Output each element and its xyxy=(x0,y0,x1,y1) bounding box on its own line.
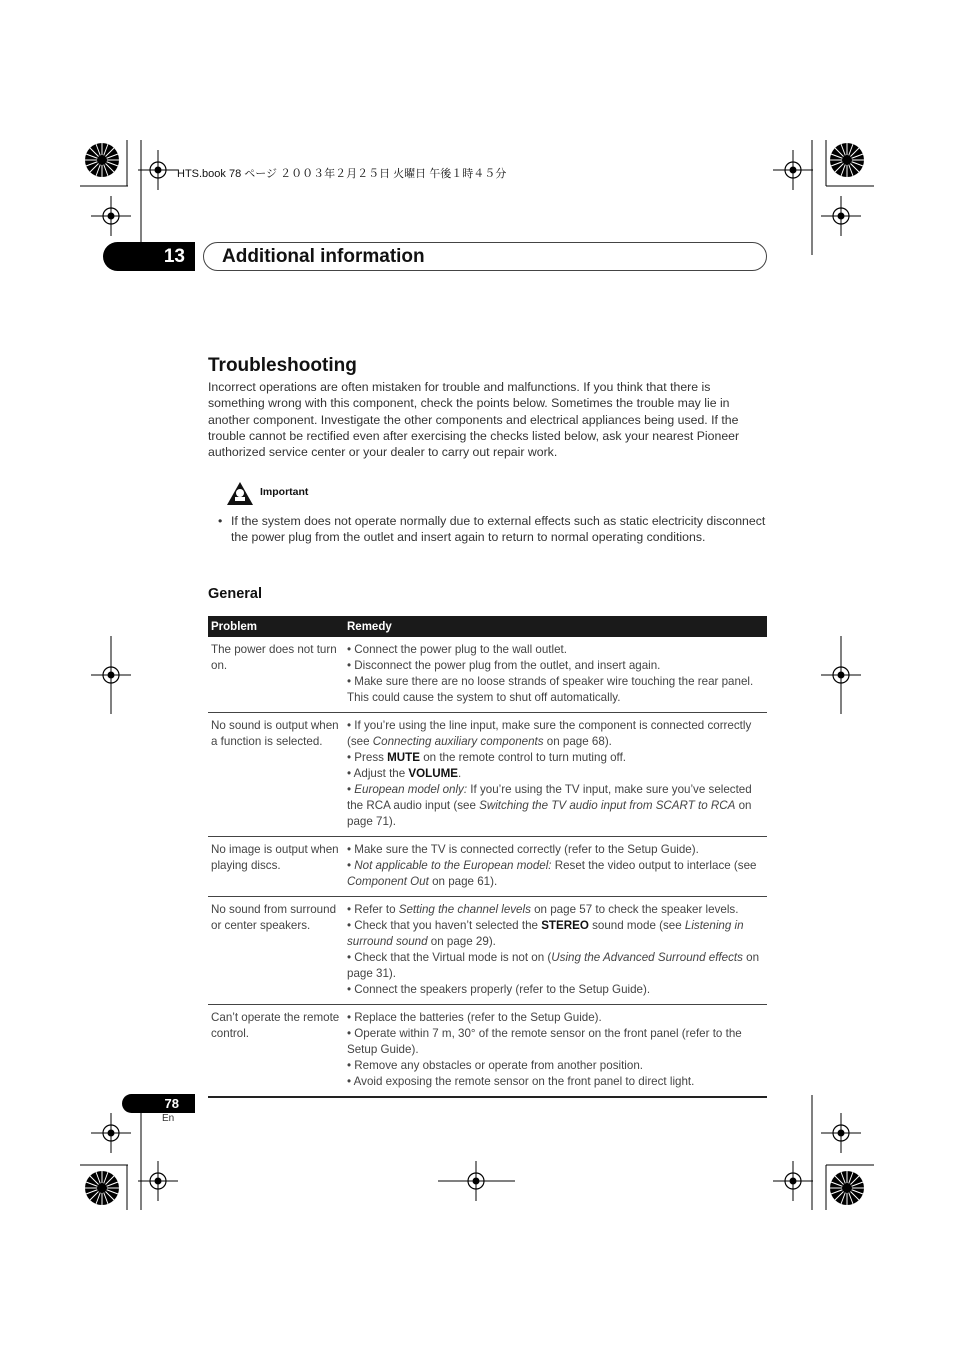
intro-paragraph: Incorrect operations are often mistaken for trouble and malfunctions. If you think that there is something wrong with this component, check the points below. Sometimes the trouble may lie in another component. Investigate the other components and electrical appliances being used. If the trouble cannot be rectified even after exercising the checks listed below, ask your nearest Pioneer authorized service center or your dealer to carry out repair work. xyxy=(208,380,740,460)
troubleshooting-table xyxy=(208,616,767,1098)
remedy-line xyxy=(347,858,764,890)
table-row xyxy=(208,713,767,837)
chapter-title: Additional information xyxy=(222,246,425,267)
problem-cell: The power does not turn on. xyxy=(208,637,344,713)
table-row xyxy=(208,1005,767,1098)
chapter-number: 13 xyxy=(103,242,195,271)
remedy-text: on page 71). xyxy=(347,799,752,828)
remedy-text: • Adjust the xyxy=(347,767,409,780)
section-title: Troubleshooting xyxy=(208,355,357,376)
remedy-text: on page 68). xyxy=(543,735,612,748)
problem-cell: Can’t operate the remote control. xyxy=(208,1005,344,1098)
remedy-line: • Avoid exposing the remote sensor on the front panel to direct light. xyxy=(347,1075,695,1088)
remedy-text: on page 61). xyxy=(428,875,498,888)
remedy-ref: Connecting auxiliary components xyxy=(372,735,544,748)
remedy-text: • If you’re using the line input, make sure the component is connected correctly (see xyxy=(347,719,752,748)
remedy-text: • Refer to xyxy=(347,903,399,916)
remedy-text: on page 29). xyxy=(427,935,496,948)
remedy-text: • Check that the Virtual mode is not on ( xyxy=(347,951,552,964)
remedy-cell xyxy=(344,713,767,837)
remedy-line: • Disconnect the power plug from the outlet, and insert again. xyxy=(347,659,661,672)
remedy-line xyxy=(347,750,764,766)
remedy-line xyxy=(347,782,764,830)
problem-cell: No sound is output when a function is selected. xyxy=(208,713,344,837)
file-info: HTS.book 78 ページ ２００３年２月２５日 火曜日 午後１時４５分 xyxy=(177,168,507,180)
remedy-ref: Listening in surround sound xyxy=(347,919,744,948)
remedy-text: Reset the video output to interlace (see xyxy=(551,859,757,872)
remedy-line: • Connect the speakers properly (refer to the Setup Guide). xyxy=(347,983,651,996)
remedy-text: • Press xyxy=(347,751,388,764)
remedy-line: • Replace the batteries (refer to the Setup Guide). xyxy=(347,1011,602,1024)
page-number: 78 xyxy=(122,1094,195,1113)
remedy-text: . xyxy=(458,767,462,780)
remedy-line: • Make sure there are no loose strands of speaker wire touching the rear panel. This could cause the system to shut off automatically. xyxy=(347,675,754,704)
page-language: En xyxy=(162,1113,175,1124)
remedy-ref: Switching the TV audio input from SCART to RCA xyxy=(479,799,736,812)
remedy-text: on the remote control to turn muting off. xyxy=(420,751,627,764)
remedy-text: • xyxy=(347,783,355,796)
remedy-text: If you’re using the TV input, make sure you’ve selected the RCA audio input (see xyxy=(347,783,752,812)
problem-cell: No sound from surround or center speakers. xyxy=(208,897,344,1005)
table-row xyxy=(208,637,767,713)
table-header-row xyxy=(208,616,767,637)
table-row xyxy=(208,897,767,1005)
remedy-line xyxy=(347,950,764,982)
remedy-note: European model only: xyxy=(354,783,468,796)
table-row xyxy=(208,837,767,897)
remedy-cell xyxy=(344,637,767,713)
remedy-cell xyxy=(344,897,767,1005)
problem-cell: No image is output when playing discs. xyxy=(208,837,344,897)
remedy-text: • Check that you haven’t selected the xyxy=(347,919,542,932)
important-label: Important xyxy=(260,486,309,498)
remedy-line: • Operate within 7 m, 30° of the remote sensor on the front panel (refer to the Setup Guide). xyxy=(347,1027,742,1056)
important-bullet: • If the system does not operate normally due to external effects such as static electricity disconnect the power plug from the outlet and insert again to return to normal operating conditions. xyxy=(218,513,768,546)
remedy-note: Not applicable to the European model: xyxy=(354,859,552,872)
remedy-line xyxy=(347,902,764,918)
remedy-text: • xyxy=(347,859,355,872)
important-icon xyxy=(226,481,254,507)
remedy-key: STEREO xyxy=(541,919,589,932)
remedy-line xyxy=(347,718,764,750)
remedy-text: on page 57 to check the speaker levels. xyxy=(530,903,739,916)
remedy-key: MUTE xyxy=(387,751,420,764)
remedy-line: • Make sure the TV is connected correctly (refer to the Setup Guide). xyxy=(347,843,699,856)
important-list xyxy=(218,513,768,546)
remedy-ref: Setting the channel levels xyxy=(398,903,531,916)
header-remedy: Remedy xyxy=(344,616,767,637)
remedy-text: on page 31). xyxy=(347,951,760,980)
remedy-key: VOLUME xyxy=(408,767,459,780)
remedy-line xyxy=(347,918,764,950)
subsection-title: General xyxy=(208,586,262,602)
remedy-cell xyxy=(344,1005,767,1098)
remedy-line: • Connect the power plug to the wall outlet. xyxy=(347,643,567,656)
remedy-text: sound mode (see xyxy=(588,919,685,932)
remedy-line: • Remove any obstacles or operate from another position. xyxy=(347,1059,643,1072)
remedy-ref: Component Out xyxy=(347,875,429,888)
header-problem: Problem xyxy=(208,616,344,637)
remedy-cell xyxy=(344,837,767,897)
remedy-ref: Using the Advanced Surround effects xyxy=(551,951,743,964)
remedy-line xyxy=(347,766,764,782)
